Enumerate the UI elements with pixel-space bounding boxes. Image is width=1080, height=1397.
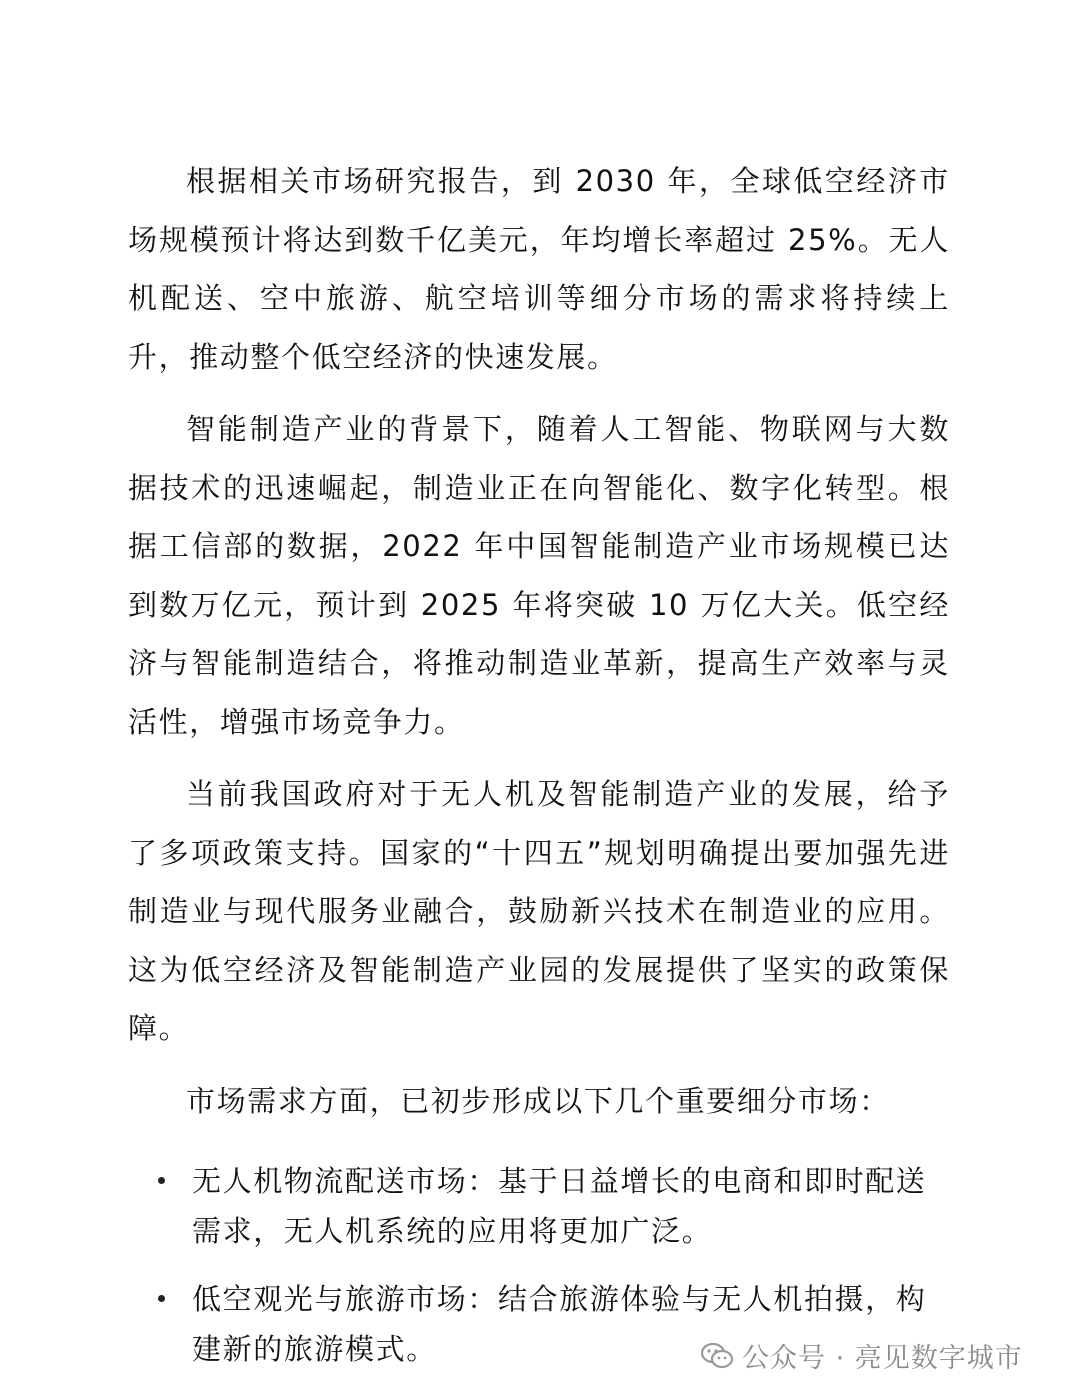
paragraph-smart-manufacturing: 智能制造产业的背景下，随着人工智能、物联网与大数据技术的迅速崛起，制造业正在向智能化、数字化转型。根据工信部的数据，2022 年中国智能制造产业市场规模已达到数万亿元，预计到 2025 年将突破 10 万亿大关。低空经济与智能制造结合，将推动制造业革新，提高生产效率与灵活性，增强市场竞争力。 [128, 412, 950, 739]
watermark-text: 公众号 · 亮见数字城市 [742, 1343, 1023, 1374]
paragraph-market-forecast: 根据相关市场研究报告，到 2030 年，全球低空经济市场规模预计将达到数千亿美元，年均增长率超过 25%。无人机配送、空中旅游、航空培训等细分市场的需求将持续上升，推动整个低空经济的快速发展。 [128, 164, 950, 374]
document-body [128, 152, 950, 1392]
list-item-text: 无人机物流配送市场：基于日益增长的电商和即时配送需求，无人机系统的应用将更加广泛。 [192, 1164, 927, 1248]
bullet-icon [158, 1177, 165, 1184]
list-item [128, 1156, 950, 1256]
paragraph-policy-support: 当前我国政府对于无人机及智能制造产业的发展，给予了多项政策支持。国家的“十四五”规划明确提出要加强先进制造业与现代服务业融合，鼓励新兴技术在制造业的应用。这为低空经济及智能制造产业园的发展提供了坚实的政策保障。 [128, 777, 950, 1045]
watermark [700, 1336, 1023, 1375]
wechat-icon [700, 1341, 734, 1371]
paragraph-market-demand: 市场需求方面，已初步形成以下几个重要细分市场： [186, 1083, 890, 1118]
list-item-text: 低空观光与旅游市场：结合旅游体验与无人机拍摄，构建新的旅游模式。 [192, 1282, 927, 1366]
bullet-icon [158, 1295, 165, 1302]
